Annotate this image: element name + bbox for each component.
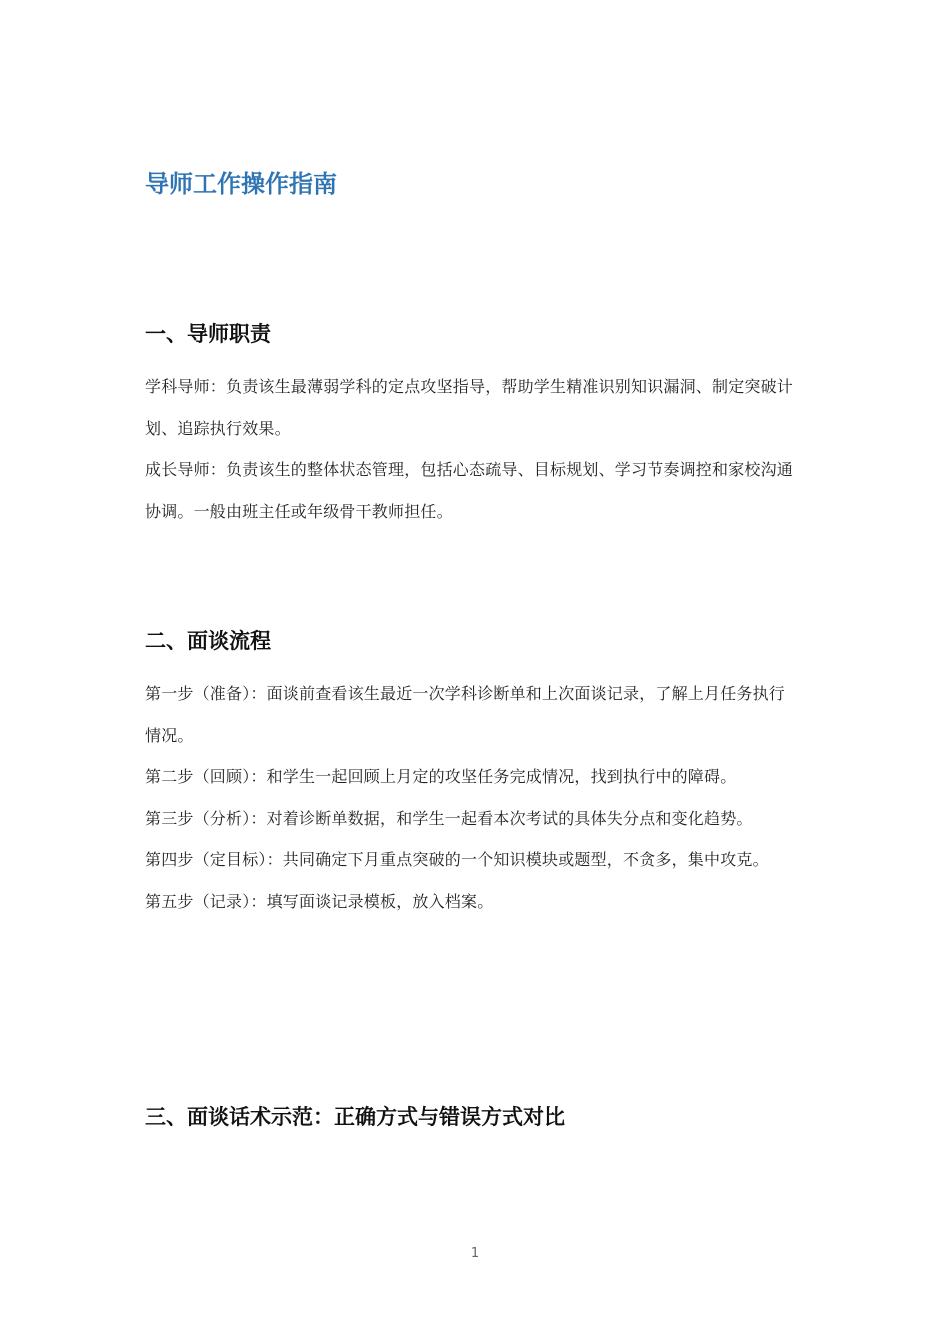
paragraph-step-5: 第五步（记录）：填写面谈记录模板，放入档案。 xyxy=(145,891,494,911)
paragraph-growth-tutor: 成长导师：负责该生的整体状态管理，包括心态疏导、目标规划、学习节奏调控和家校沟通协调。一般由班主任或年级骨干教师担任。 xyxy=(145,460,794,521)
section-interview-scripts xyxy=(145,1101,800,1149)
section-interview-process xyxy=(145,625,800,922)
document-title: 导师工作操作指南 xyxy=(145,170,337,198)
section-heading: 二、面谈流程 xyxy=(145,629,271,653)
section-heading: 三、面谈话术示范：正确方式与错误方式对比 xyxy=(145,1105,565,1129)
paragraph-step-3: 第三步（分析）：对着诊断单数据，和学生一起看本次考试的具体失分点和变化趋势。 xyxy=(145,808,753,828)
page-number: 1 xyxy=(470,1246,480,1261)
paragraph-step-4: 第四步（定目标）：共同确定下月重点突破的一个知识模块或题型，不贪多，集中攻克。 xyxy=(145,850,769,869)
paragraph-step-2: 第二步（回顾）：和学生一起回顾上月定的攻坚任务完成情况，找到执行中的障碍。 xyxy=(145,767,737,786)
section-tutor-duties xyxy=(145,318,800,532)
paragraph-subject-tutor: 学科导师：负责该生最薄弱学科的定点攻坚指导，帮助学生精准识别知识漏洞、制定突破计划、追踪执行效果。 xyxy=(145,377,794,438)
section-heading: 一、导师职责 xyxy=(145,322,271,346)
paragraph-step-1: 第一步（准备）：面谈前查看该生最近一次学科诊断单和上次面谈记录，了解上月任务执行情况。 xyxy=(145,684,786,745)
